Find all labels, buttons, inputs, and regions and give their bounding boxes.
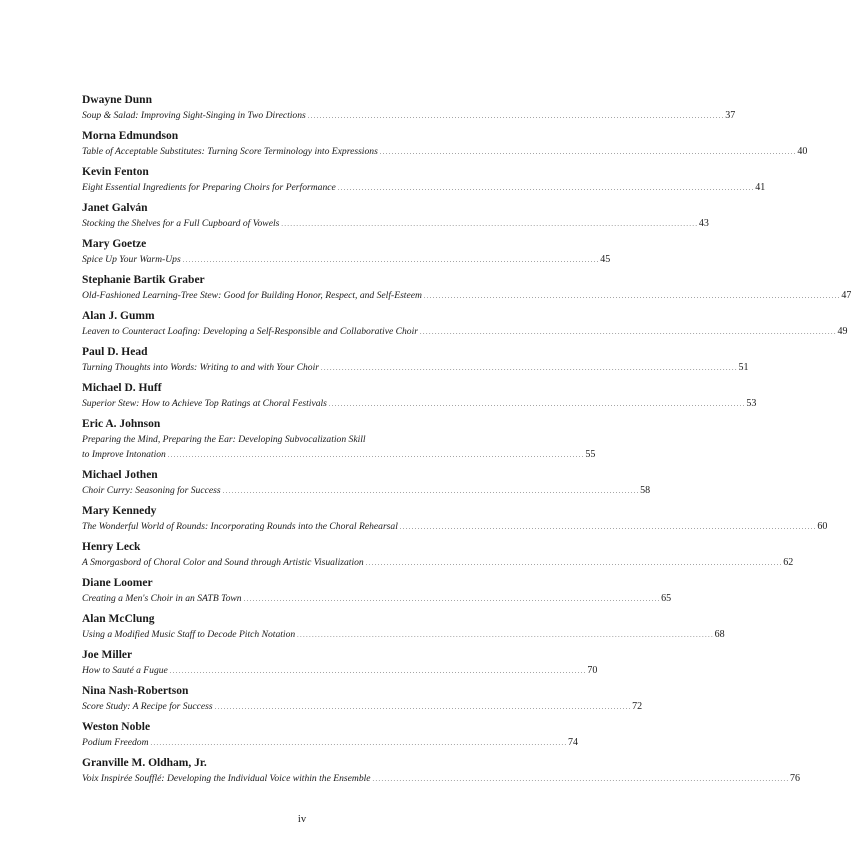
toc-entry: [82, 612, 725, 648]
toc-entry: [82, 684, 643, 720]
toc-entry: [82, 201, 709, 237]
toc-entry: [82, 381, 757, 417]
chapter-title-row[interactable]: [82, 252, 611, 269]
dot-leader: [281, 216, 697, 233]
chapter-title-row[interactable]: [82, 447, 596, 464]
chapter-title: Turning Thoughts into Words: Writing to and with Your Choir: [82, 362, 319, 373]
dot-leader: [424, 288, 840, 305]
dot-leader: [380, 144, 796, 161]
chapter-title-row[interactable]: [82, 483, 651, 500]
dot-leader: [183, 252, 599, 269]
dot-leader: [308, 108, 724, 125]
toc-entry: [82, 129, 808, 165]
author-name: Alan J. Gumm: [82, 310, 155, 322]
page-number: 62: [783, 557, 794, 568]
dot-leader: [400, 519, 816, 536]
author-name: Michael Jothen: [82, 469, 158, 481]
chapter-title: Eight Essential Ingredients for Preparing Choirs for Performance: [82, 182, 336, 193]
dot-leader: [366, 555, 782, 572]
chapter-title: Spice Up Your Warm-Ups: [82, 254, 181, 265]
toc-entry: [82, 576, 672, 612]
toc-entry: [82, 468, 651, 504]
page-number: 47: [841, 290, 851, 301]
page-number: 58: [640, 485, 651, 496]
chapter-title: How to Sauté a Fugue: [82, 665, 168, 676]
page-number: 60: [817, 521, 828, 532]
dot-leader: [223, 483, 639, 500]
page-number: 40: [797, 146, 808, 157]
dot-leader: [329, 396, 745, 413]
page-number: 70: [587, 665, 598, 676]
author-name: Alan McClung: [82, 613, 155, 625]
toc-entry: [82, 237, 611, 273]
dot-leader: [297, 627, 713, 644]
author-name: Paul D. Head: [82, 346, 148, 358]
toc-entry: [82, 345, 749, 381]
chapter-title: Table of Acceptable Substitutes: Turning Score Terminology into Expressions: [82, 146, 378, 157]
dot-leader: [373, 771, 789, 788]
page-number: 43: [698, 218, 709, 229]
dot-leader: [321, 360, 737, 377]
page-number: 41: [755, 182, 766, 193]
toc-entry: [82, 540, 794, 576]
chapter-title-row[interactable]: [82, 396, 757, 413]
chapter-title: Creating a Men's Choir in an SATB Town: [82, 593, 242, 604]
author-name: Mary Goetze: [82, 238, 147, 250]
toc-entry: [82, 165, 766, 201]
page-number: 74: [568, 737, 579, 748]
chapter-title-row[interactable]: [82, 591, 672, 608]
chapter-title: Leaven to Counteract Loafing: Developing a Self-Responsible and Collaborative Choir: [82, 326, 419, 337]
chapter-title-row[interactable]: [82, 627, 725, 644]
toc-entry: [82, 417, 596, 468]
chapter-title-row[interactable]: [82, 771, 801, 788]
chapter-title-row[interactable]: [82, 288, 851, 305]
author-name: Dwayne Dunn: [82, 94, 152, 106]
dot-leader: [338, 180, 754, 197]
toc-entry: [82, 720, 579, 756]
dot-leader: [170, 663, 586, 680]
author-name: Janet Galván: [82, 202, 148, 214]
folio-page-number: iv: [297, 814, 307, 825]
chapter-title-row[interactable]: [82, 519, 828, 536]
chapter-title-row[interactable]: [82, 555, 794, 572]
page-number: 72: [632, 701, 643, 712]
author-name: Henry Leck: [82, 541, 141, 553]
dot-leader: [168, 447, 584, 464]
chapter-title: The Wonderful World of Rounds: Incorporating Rounds into the Choral Rehearsal: [82, 521, 398, 532]
chapter-title: Superior Stew: How to Achieve Top Ratings at Choral Festivals: [82, 398, 327, 409]
page-number: 45: [600, 254, 611, 265]
dot-leader: [420, 324, 836, 341]
chapter-title: Using a Modified Music Staff to Decode Pitch Notation: [82, 629, 296, 640]
chapter-title-row[interactable]: [82, 663, 598, 680]
toc-entry: [82, 756, 801, 792]
page-number: 49: [837, 326, 848, 337]
author-name: Eric A. Johnson: [82, 418, 161, 430]
toc-entry: [82, 504, 828, 540]
page-number: 51: [738, 362, 749, 373]
author-name: Morna Edmundson: [82, 130, 179, 142]
chapter-title: Podium Freedom: [82, 737, 149, 748]
page-number: 68: [714, 629, 725, 640]
chapter-title: Stocking the Shelves for a Full Cupboard of Vowels: [82, 218, 280, 229]
page-number: 37: [725, 110, 736, 121]
author-name: Joe Miller: [82, 649, 133, 661]
author-name: Weston Noble: [82, 721, 151, 733]
toc-entry: [82, 309, 848, 345]
page-number: 65: [661, 593, 672, 604]
chapter-title: Voix Inspirée Soufflé: Developing the Individual Voice within the Ensemble: [82, 773, 371, 784]
chapter-title: Old-Fashioned Learning-Tree Stew: Good for Building Honor, Respect, and Self-Esteem: [82, 290, 422, 301]
page-number: 76: [790, 773, 801, 784]
chapter-title: A Smorgasbord of Choral Color and Sound through Artistic Visualization: [82, 557, 364, 568]
author-name: Mary Kennedy: [82, 505, 157, 517]
dot-leader: [215, 699, 631, 716]
chapter-title-row[interactable]: [82, 360, 749, 377]
author-name: Granville M. Oldham, Jr.: [82, 757, 207, 769]
dot-leader: [244, 591, 660, 608]
dot-leader: [151, 735, 567, 752]
page-number: 55: [585, 449, 596, 460]
table-of-contents: [82, 93, 851, 792]
author-name: Nina Nash-Robertson: [82, 685, 189, 697]
chapter-title-line1[interactable]: Preparing the Mind, Preparing the Ear: Developing Subvocalization Skill: [82, 434, 366, 445]
chapter-title: to Improve Intonation: [82, 449, 166, 460]
chapter-title: Choir Curry: Seasoning for Success: [82, 485, 221, 496]
chapter-title-row[interactable]: [82, 108, 736, 125]
chapter-title: Score Study: A Recipe for Success: [82, 701, 213, 712]
author-name: Michael D. Huff: [82, 382, 162, 394]
author-name: Kevin Fenton: [82, 166, 149, 178]
toc-entry: [82, 648, 598, 684]
chapter-title-row[interactable]: [82, 324, 848, 341]
chapter-title-row[interactable]: [82, 735, 579, 752]
page-number: 53: [746, 398, 757, 409]
chapter-title-row[interactable]: [82, 699, 643, 716]
author-name: Stephanie Bartik Graber: [82, 274, 205, 286]
chapter-title: Soup & Salad: Improving Sight-Singing in Two Directions: [82, 110, 306, 121]
chapter-title-row[interactable]: [82, 180, 766, 197]
toc-entry: [82, 273, 851, 309]
chapter-title-row[interactable]: [82, 216, 709, 233]
chapter-title-row[interactable]: [82, 144, 808, 161]
toc-entry: [82, 93, 736, 129]
author-name: Diane Loomer: [82, 577, 153, 589]
